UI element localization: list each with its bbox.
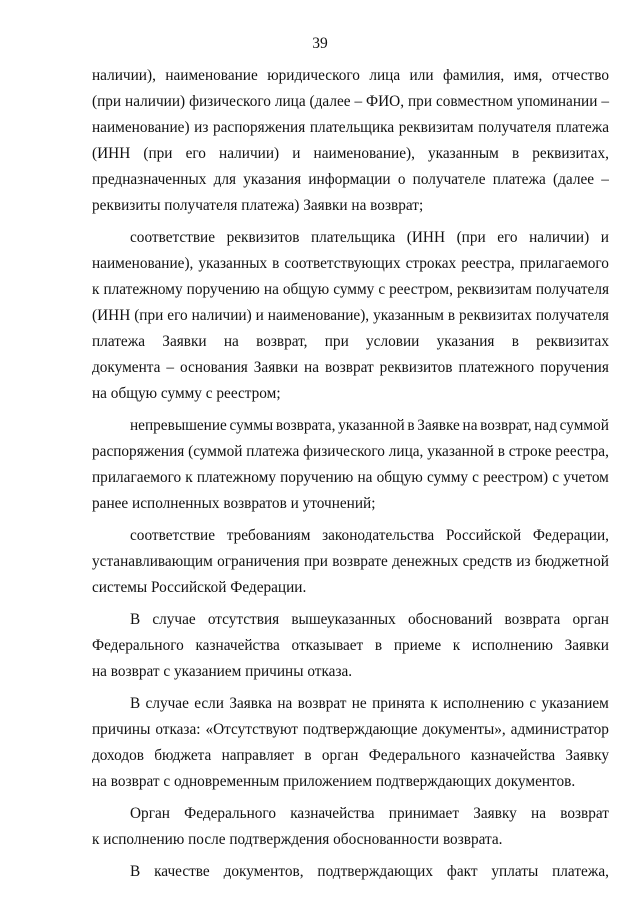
text-line xyxy=(92,465,609,491)
word: прилагаемого xyxy=(519,255,609,272)
word: наименование), xyxy=(313,145,415,162)
word: Заявки xyxy=(564,637,609,654)
word: к xyxy=(452,637,461,654)
word: из xyxy=(516,553,531,570)
word: возврата, xyxy=(275,417,336,434)
text-line xyxy=(92,549,609,575)
word: уплаты xyxy=(491,863,539,880)
word: упоминании xyxy=(516,93,598,110)
word: распоряжения xyxy=(92,443,185,460)
word: к xyxy=(185,469,193,486)
word: на xyxy=(304,359,320,376)
word: документа xyxy=(92,359,161,376)
word: наименование) xyxy=(92,119,190,136)
paragraph xyxy=(92,225,609,407)
word: случае xyxy=(152,611,196,628)
text-line xyxy=(92,743,609,769)
word: основания xyxy=(179,359,248,376)
word: Заявки xyxy=(253,359,299,376)
word: реквизитам xyxy=(398,119,474,136)
word: юридического xyxy=(267,67,360,84)
word: получателя xyxy=(535,281,609,298)
word: информации xyxy=(308,171,391,188)
word: платежа, xyxy=(552,863,609,880)
word: платежного xyxy=(458,359,535,376)
word: Заявку xyxy=(565,747,609,764)
word: реестра, xyxy=(555,443,609,460)
word: получателе xyxy=(412,171,486,188)
word: на xyxy=(531,805,547,822)
word: отсутствия xyxy=(207,611,280,628)
word: бюджетной xyxy=(534,553,609,570)
word: В xyxy=(130,611,141,628)
word: (далее xyxy=(553,171,595,188)
word: возврат xyxy=(324,359,374,376)
word: указанным xyxy=(373,307,444,324)
word: к xyxy=(92,281,100,298)
word: наличии) xyxy=(529,229,590,246)
word: не xyxy=(351,695,367,712)
word: общую xyxy=(282,281,330,298)
word: и xyxy=(292,145,301,162)
word: реестром, xyxy=(389,281,453,298)
word: имя, xyxy=(513,67,543,84)
word: на xyxy=(462,417,478,434)
word: Заявки xyxy=(162,333,207,350)
word: Федерации, xyxy=(532,527,609,544)
word: принимает xyxy=(388,805,460,822)
word: (далее xyxy=(309,93,351,110)
word: Российской xyxy=(445,527,522,544)
word: – xyxy=(601,93,609,110)
word: при xyxy=(324,333,349,350)
word: или xyxy=(409,67,434,84)
word: Заявка xyxy=(229,695,273,712)
word: приеме xyxy=(393,637,442,654)
word: платежа xyxy=(555,119,609,136)
word: (при xyxy=(92,93,122,110)
paragraph xyxy=(92,63,609,219)
word: указания xyxy=(243,171,302,188)
text-line: ранее исполненных возвратов и уточнений; xyxy=(92,495,376,512)
word: наличии) xyxy=(219,145,280,162)
word: орган xyxy=(572,611,609,628)
word: реквизитах, xyxy=(532,145,609,162)
word: казначейства xyxy=(290,805,375,822)
text-line xyxy=(92,413,609,439)
word: суммой xyxy=(559,417,609,434)
word: документы», xyxy=(422,721,506,738)
word: (при xyxy=(134,307,164,324)
paragraph xyxy=(92,859,609,885)
word: плательщика xyxy=(309,119,395,136)
word: (суммой xyxy=(188,443,243,460)
word: получателя xyxy=(478,119,552,136)
word: реестра, xyxy=(461,255,515,272)
word: платежа xyxy=(92,333,146,350)
word: В xyxy=(130,863,141,880)
text-line xyxy=(92,89,609,115)
word: строках xyxy=(405,255,457,272)
text-line xyxy=(92,329,609,355)
text-line xyxy=(92,303,609,329)
word: – xyxy=(166,359,175,376)
word: – xyxy=(601,171,609,188)
text-line xyxy=(92,633,609,659)
word: если xyxy=(194,695,224,712)
word: распоряжения xyxy=(212,119,306,136)
word: указанным xyxy=(428,145,499,162)
word: при xyxy=(407,93,433,110)
word: В xyxy=(130,695,141,712)
word: возврат, xyxy=(256,333,308,350)
word: Заявке xyxy=(417,417,460,434)
paragraph xyxy=(92,801,609,853)
word: для xyxy=(213,171,237,188)
word: при xyxy=(303,553,328,570)
word: указанных xyxy=(198,255,268,272)
word: соответствие xyxy=(130,229,216,246)
word: фамилия, xyxy=(442,67,505,84)
word: реквизитов xyxy=(226,229,300,246)
word: в xyxy=(511,145,520,162)
word: учетом xyxy=(563,469,609,486)
word: (ИНН xyxy=(406,229,446,246)
word: с xyxy=(552,469,560,486)
text-line: на возврат с указанием причины отказа. xyxy=(92,663,353,680)
word: над xyxy=(534,417,558,434)
word: наименование), xyxy=(267,307,370,324)
word: строке xyxy=(508,443,552,460)
word: наименование xyxy=(165,67,258,84)
word: устанавливающим xyxy=(92,553,213,570)
text-line: на общую сумму с реестром; xyxy=(92,385,281,402)
text-line xyxy=(92,167,609,193)
word: реестром) xyxy=(483,469,549,486)
word: его xyxy=(167,307,188,324)
word: с xyxy=(378,281,386,298)
word: в xyxy=(272,255,280,272)
word: платежному xyxy=(103,281,183,298)
word: на xyxy=(223,333,239,350)
word: орган xyxy=(321,747,359,764)
word: наличии), xyxy=(92,67,156,84)
word: казначейства xyxy=(195,637,280,654)
word: физического xyxy=(189,93,271,110)
word: из xyxy=(194,119,209,136)
word: ограничения xyxy=(217,553,300,570)
paragraph xyxy=(92,691,609,795)
word: законодательства xyxy=(322,527,435,544)
word: администратор xyxy=(510,721,609,738)
text-line xyxy=(92,141,609,167)
word: вышеуказанных xyxy=(291,611,396,628)
word: сумму xyxy=(333,281,375,298)
word: возврат xyxy=(560,805,609,822)
text-line xyxy=(92,277,609,303)
text-line xyxy=(92,717,609,743)
word: указанием xyxy=(541,695,609,712)
word: лица, xyxy=(388,443,424,460)
word: казначейства xyxy=(470,747,556,764)
word: доходов xyxy=(92,747,144,764)
word: «Отсутствуют xyxy=(205,721,298,738)
word: предназначенных xyxy=(92,171,207,188)
word: физического xyxy=(303,443,385,460)
word: средств xyxy=(462,553,513,570)
word: поручению xyxy=(280,469,354,486)
text-line xyxy=(92,859,609,885)
word: совместном xyxy=(435,93,513,110)
word: платежному xyxy=(196,469,276,486)
word: реквизитов xyxy=(379,359,453,376)
word: направляет xyxy=(221,747,295,764)
text-line: на возврат с одновременным приложением подтверждающих документов. xyxy=(92,773,576,790)
word: прилагаемого xyxy=(92,469,182,486)
word: в xyxy=(497,443,505,460)
word: указания xyxy=(436,333,495,350)
word: (при xyxy=(143,145,173,162)
word: непревышение xyxy=(130,417,227,434)
word: плательщика xyxy=(310,229,396,246)
word: соответствующих xyxy=(284,255,401,272)
text-line xyxy=(92,355,609,381)
text-line: реквизиты получателя платежа) Заявки на возврат; xyxy=(92,197,424,214)
text-line xyxy=(92,607,609,633)
word: поручения xyxy=(540,359,609,376)
text-line xyxy=(92,801,609,827)
text-line: системы Российской Федерации. xyxy=(92,579,307,596)
document-body xyxy=(92,63,609,885)
text-line xyxy=(92,439,609,465)
word: наличии) xyxy=(125,93,186,110)
word: наименование), xyxy=(92,255,194,272)
word: условии xyxy=(366,333,420,350)
word: получателя xyxy=(535,307,609,324)
word: в xyxy=(407,417,415,434)
word: сумму xyxy=(427,469,469,486)
word: возврате xyxy=(332,553,388,570)
text-line xyxy=(92,691,609,717)
word: ФИО, xyxy=(366,93,405,110)
word: отказывает xyxy=(291,637,364,654)
word: Федерального xyxy=(368,747,461,764)
word: подтверждающие xyxy=(302,721,418,738)
word: платежа xyxy=(492,171,546,188)
word: соответствие xyxy=(130,527,216,544)
text-line xyxy=(92,225,609,251)
word: Федерального xyxy=(184,805,276,822)
word: обоснований xyxy=(407,611,493,628)
word: лица xyxy=(369,67,401,84)
word: возврата xyxy=(504,611,561,628)
text-line: к исполнению после подтверждения обоснованности возврата. xyxy=(92,831,503,848)
word: подтверждающих xyxy=(317,863,434,880)
word: требованиям xyxy=(226,527,311,544)
word: (ИНН xyxy=(92,145,131,162)
word: исполнению xyxy=(443,695,525,712)
word: суммы xyxy=(229,417,274,434)
paragraph xyxy=(92,607,609,685)
word: лица xyxy=(274,93,306,110)
word: денежных xyxy=(392,553,459,570)
word: в xyxy=(374,637,383,654)
word: на xyxy=(263,281,279,298)
paragraph xyxy=(92,523,609,601)
word: реквизитах xyxy=(536,333,609,350)
word: Орган xyxy=(130,805,170,822)
word: отчество xyxy=(551,67,609,84)
word: возврат xyxy=(297,695,347,712)
word: исполнению xyxy=(471,637,553,654)
word: Федерального xyxy=(92,637,184,654)
word: бюджета xyxy=(154,747,212,764)
word: реквизитах xyxy=(459,307,532,324)
word: – xyxy=(354,93,363,110)
word: (при xyxy=(456,229,486,246)
word: и xyxy=(600,229,609,246)
word: общую xyxy=(376,469,423,486)
paragraph xyxy=(92,413,609,517)
word: и xyxy=(255,307,264,324)
word: факт xyxy=(446,863,478,880)
word: в xyxy=(511,333,519,350)
word: платежа xyxy=(246,443,300,460)
word: с xyxy=(529,695,537,712)
word: в xyxy=(304,747,312,764)
page-number: 39 xyxy=(312,35,328,52)
word: поручению xyxy=(186,281,260,298)
word: о xyxy=(397,171,406,188)
word: (ИНН xyxy=(92,307,131,324)
word: указанной xyxy=(427,443,494,460)
word: качестве xyxy=(154,863,210,880)
word: с xyxy=(472,469,479,486)
word: документов, xyxy=(223,863,304,880)
word: Заявку xyxy=(473,805,517,822)
word: на xyxy=(277,695,293,712)
word: его xyxy=(185,145,206,162)
word: его xyxy=(497,229,518,246)
word: возврат, xyxy=(480,417,532,434)
word: причины xyxy=(92,721,151,738)
word: реквизитам xyxy=(456,281,532,298)
word: случае xyxy=(145,695,189,712)
word: на xyxy=(357,469,373,486)
word: наличии) xyxy=(191,307,252,324)
word: принята xyxy=(372,695,425,712)
word: отказа: xyxy=(155,721,201,738)
word: указанной xyxy=(338,417,405,434)
word: в xyxy=(447,307,456,324)
text-line xyxy=(92,251,609,277)
text-line xyxy=(92,63,609,89)
word: к xyxy=(430,695,438,712)
text-line xyxy=(92,523,609,549)
text-line xyxy=(92,115,609,141)
